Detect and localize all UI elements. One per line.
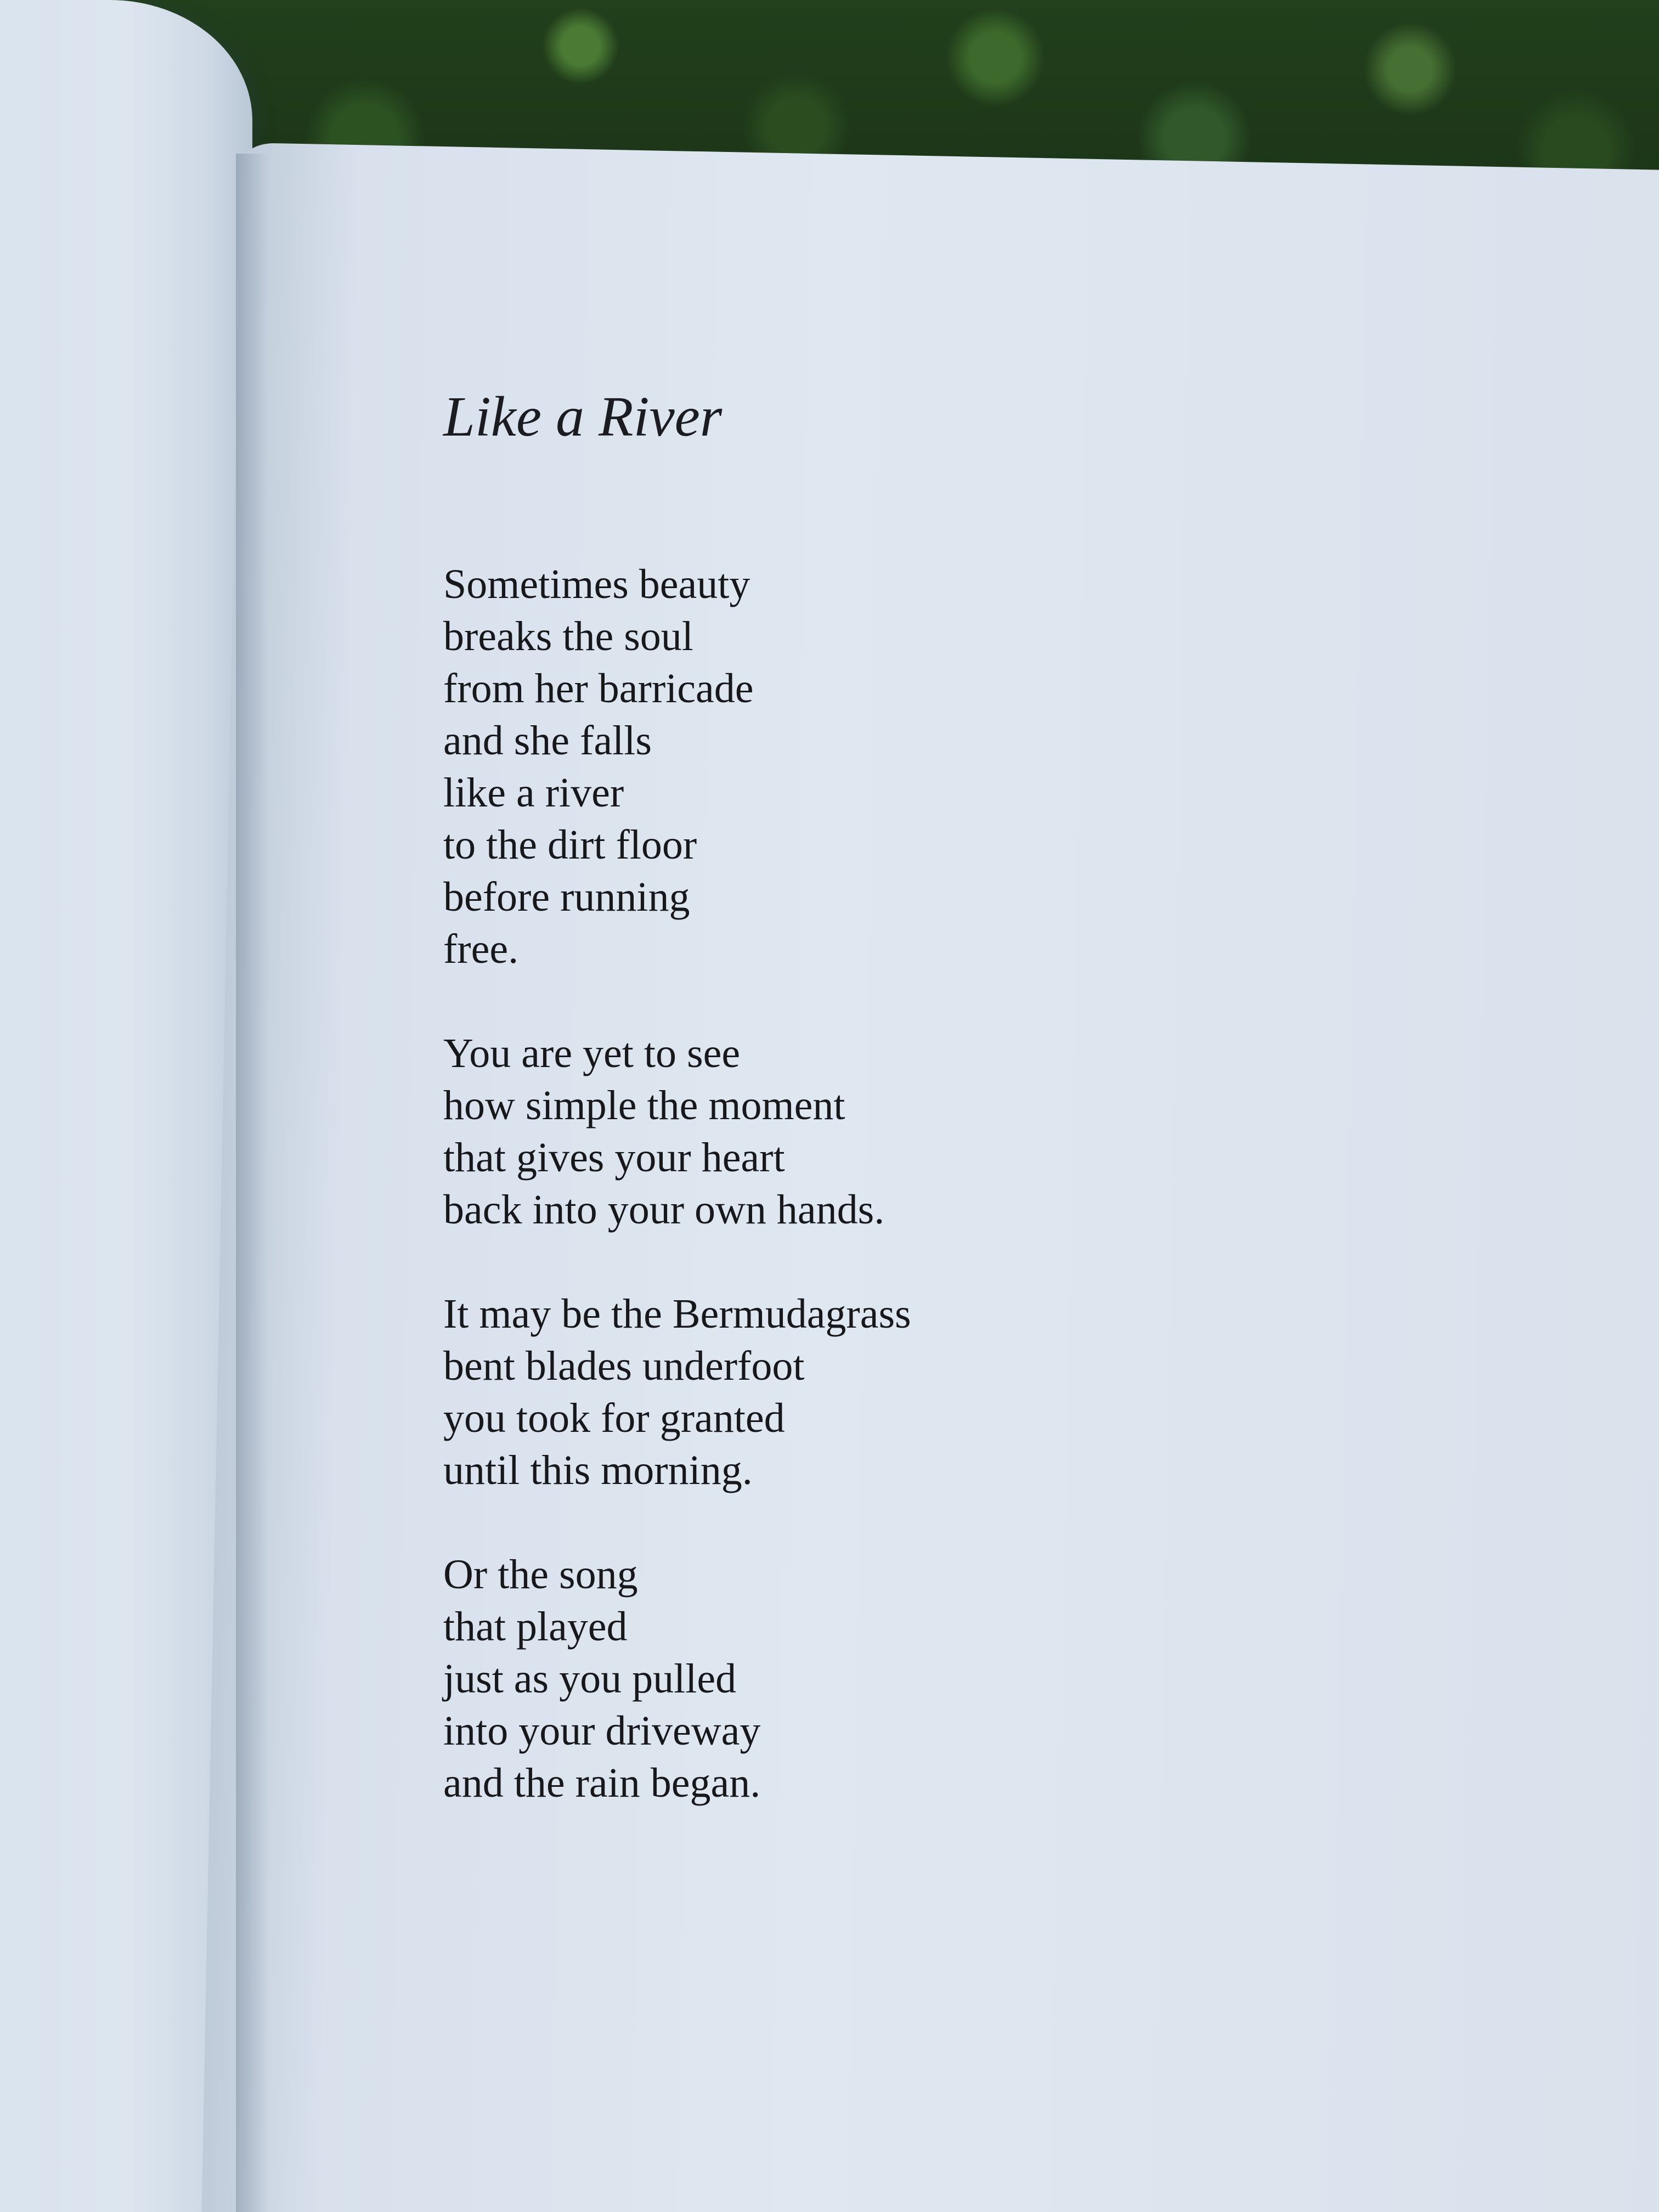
poem-line: free. bbox=[443, 926, 519, 972]
poem-line: to the dirt floor bbox=[443, 822, 697, 868]
poem-title: Like a River bbox=[443, 385, 723, 448]
poem-line: breaks the soul bbox=[443, 613, 693, 659]
poem-line: how simple the moment bbox=[443, 1082, 845, 1128]
poem-line: back into your own hands. bbox=[443, 1187, 885, 1233]
poem-line: that played bbox=[443, 1604, 628, 1650]
poem-line: bent blades underfoot bbox=[443, 1343, 805, 1389]
stanza-4 bbox=[443, 1549, 1266, 1809]
book-gutter-shadow bbox=[236, 154, 269, 2212]
poem-line: and the rain began. bbox=[443, 1760, 761, 1806]
poem-line: from her barricade bbox=[443, 665, 754, 712]
poem-line: before running bbox=[443, 874, 690, 920]
stanza-1 bbox=[443, 558, 1266, 975]
poem-line: Or the song bbox=[443, 1551, 638, 1598]
stanza-2 bbox=[443, 1028, 1266, 1236]
poem-line: and she falls bbox=[443, 718, 652, 764]
poem-line: It may be the Bermudagrass bbox=[443, 1291, 911, 1337]
poem-line: You are yet to see bbox=[443, 1030, 741, 1076]
poem-line: that gives your heart bbox=[443, 1135, 785, 1181]
stanza-3 bbox=[443, 1288, 1266, 1497]
poem-line: Sometimes beauty bbox=[443, 561, 751, 607]
poem bbox=[443, 384, 1266, 1861]
poem-line: just as you pulled bbox=[443, 1656, 737, 1702]
poem-line: like a river bbox=[443, 770, 624, 816]
poem-line: you took for granted bbox=[443, 1395, 785, 1441]
poem-line: into your driveway bbox=[443, 1708, 761, 1754]
poem-line: until this morning. bbox=[443, 1447, 753, 1493]
